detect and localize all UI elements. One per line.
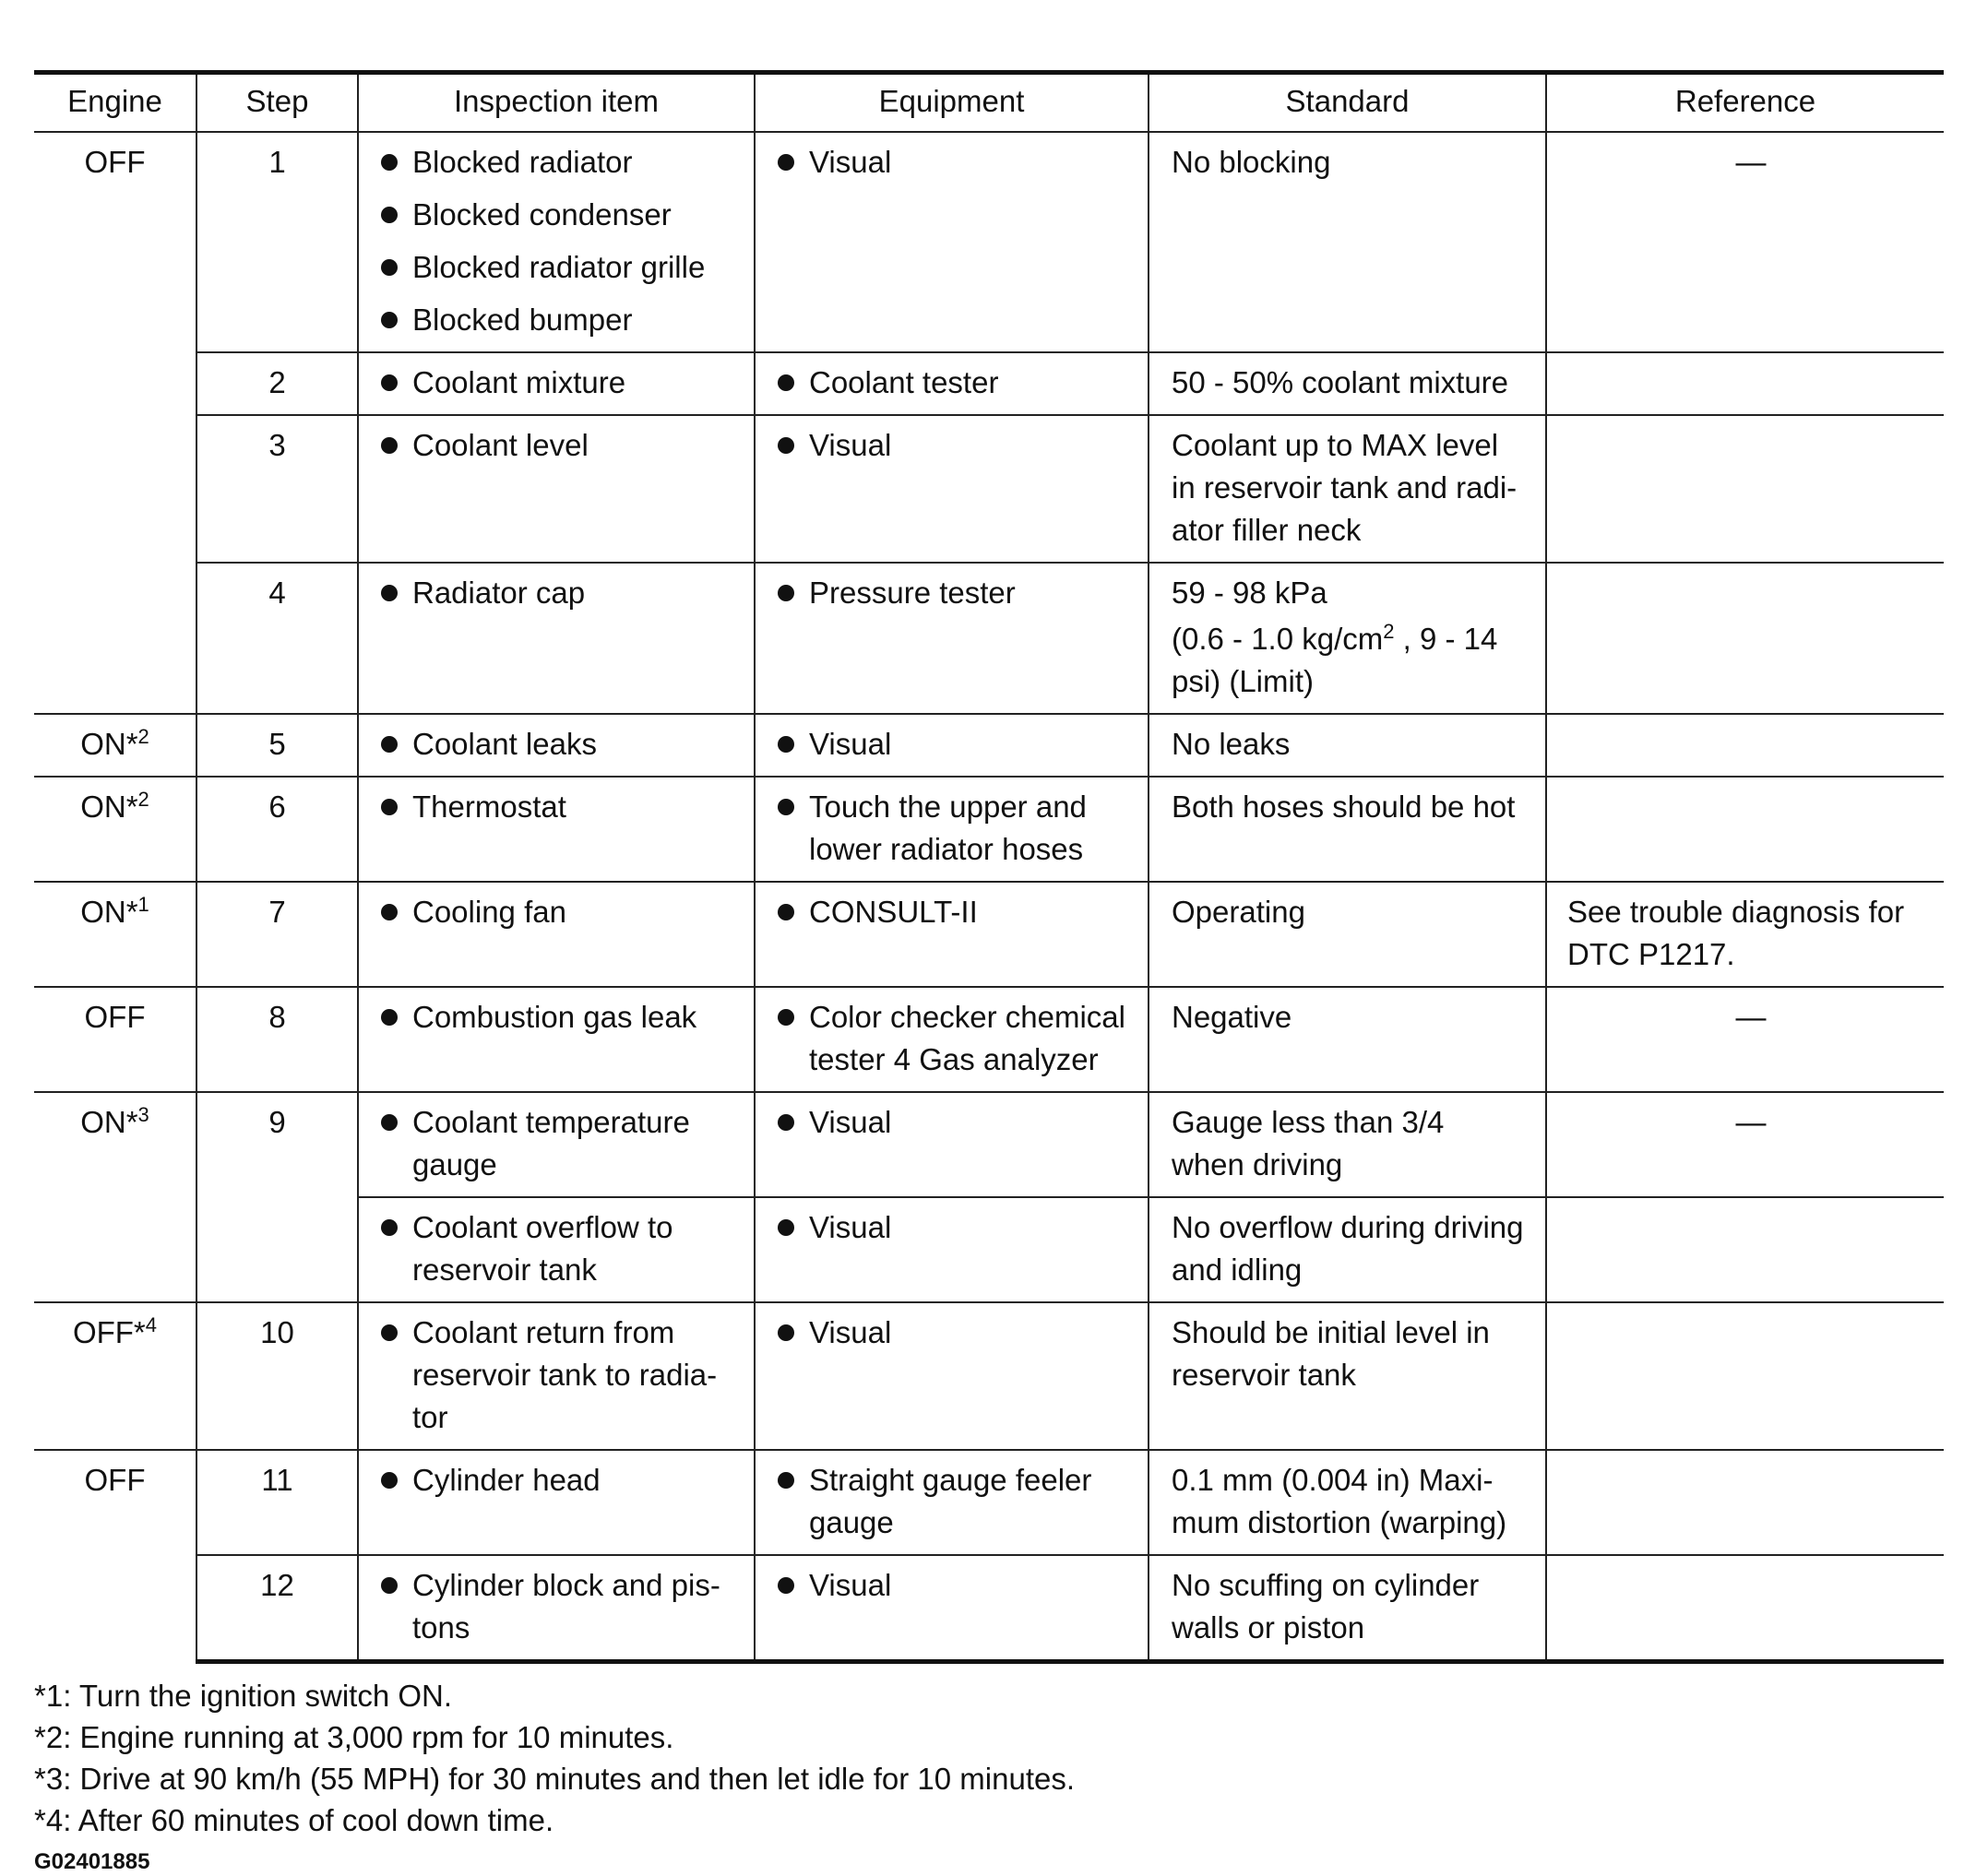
list-item: Coolant leaks [381, 724, 743, 765]
engine-cell: OFF*$^4$ [34, 1302, 196, 1450]
bullet-icon [778, 1219, 794, 1236]
bullet-icon [381, 1472, 398, 1489]
table-row [34, 352, 1944, 415]
standard-cell: 59 - 98 kPa (0.6 - 1.0 $kg/cm^2$ , 9 - 14 psi) (Limit) [1149, 563, 1546, 714]
inspection-item-cell [358, 1450, 755, 1555]
list-item: Coolant mixture [381, 362, 743, 403]
list-item: Straight gauge feeler gauge [778, 1460, 1137, 1543]
table-row [34, 1555, 1944, 1662]
inspection-item-cell [358, 132, 755, 352]
list-item: CONSULT-II [778, 892, 1137, 932]
bullet-icon [778, 1472, 794, 1489]
engine-cell: OFF [34, 132, 196, 714]
header-engine: Engine [34, 73, 196, 133]
equipment-cell [755, 1450, 1149, 1555]
list-item: Visual [778, 724, 1137, 765]
table-row [34, 714, 1944, 777]
list-item: Touch the upper and lower radiator hoses [778, 787, 1137, 870]
footnote-2: *2: Engine running at 3,000 rpm for 10 minutes. [34, 1720, 674, 1754]
table-row [34, 415, 1944, 563]
inspection-item-cell [358, 352, 755, 415]
step-cell: 1 [196, 132, 358, 352]
step-cell: 2 [196, 352, 358, 415]
step-cell: 5 [196, 714, 358, 777]
list-item: Combustion gas leak [381, 997, 743, 1038]
step-cell: 10 [196, 1302, 358, 1450]
reference-cell [1546, 415, 1944, 563]
bullet-icon [778, 154, 794, 171]
standard-cell: Should be initial level in reservoir tank [1149, 1302, 1546, 1450]
inspection-item-cell [358, 714, 755, 777]
bullet-icon [778, 1009, 794, 1026]
footnote-3: *3: Drive at 90 km/h (55 MPH) for 30 minutes and then let idle for 10 minutes. [34, 1762, 1076, 1796]
reference-cell: — [1546, 1092, 1944, 1197]
reference-cell [1546, 1197, 1944, 1302]
inspection-item-cell [358, 777, 755, 882]
engine-cell: ON*$^2$ [34, 777, 196, 882]
bullet-icon [381, 437, 398, 454]
list-item: Cylinder head [381, 1460, 743, 1501]
bullet-icon [778, 437, 794, 454]
bullet-icon [381, 736, 398, 753]
inspection-item-cell [358, 882, 755, 987]
step-cell: 12 [196, 1555, 358, 1662]
bullet-icon [381, 207, 398, 223]
equipment-cell [755, 1197, 1149, 1302]
standard-cell: Coolant up to MAX level in reservoir tank and radi- ator filler neck [1149, 415, 1546, 563]
equipment-cell [755, 1302, 1149, 1450]
reference-cell [1546, 1302, 1944, 1450]
footnote-1: *1: Turn the ignition switch ON. [34, 1679, 453, 1713]
equipment-cell [755, 777, 1149, 882]
list-item: Radiator cap [381, 573, 743, 613]
reference-cell: — [1546, 987, 1944, 1092]
equipment-cell [755, 882, 1149, 987]
list-item: Coolant overflow to reservoir tank [381, 1207, 743, 1290]
list-item: Blocked condenser [381, 195, 743, 235]
table-row [34, 132, 1944, 352]
reference-cell [1546, 563, 1944, 714]
table-row [34, 777, 1944, 882]
list-item: Visual [778, 1207, 1137, 1248]
step-cell: 9 [196, 1092, 358, 1302]
engine-cell: OFF [34, 987, 196, 1092]
equipment-cell [755, 415, 1149, 563]
bullet-icon [778, 799, 794, 815]
reference-cell [1546, 1555, 1944, 1662]
bullet-icon [381, 799, 398, 815]
inspection-item-cell [358, 415, 755, 563]
list-item: Visual [778, 142, 1137, 183]
step-cell: 7 [196, 882, 358, 987]
bullet-icon [381, 585, 398, 601]
bullet-icon [778, 1324, 794, 1341]
bullet-icon [381, 1219, 398, 1236]
bullet-icon [381, 1324, 398, 1341]
list-item: Coolant level [381, 425, 743, 466]
bullet-icon [381, 374, 398, 391]
table-row [34, 1092, 1944, 1197]
bullet-icon [778, 1114, 794, 1131]
list-item: Cooling fan [381, 892, 743, 932]
equipment-cell [755, 563, 1149, 714]
step-cell: 4 [196, 563, 358, 714]
list-item: Visual [778, 425, 1137, 466]
list-item: Coolant temperature gauge [381, 1102, 743, 1185]
standard-cell: No blocking [1149, 132, 1546, 352]
list-item: Coolant return from reservoir tank to radia- tor [381, 1312, 743, 1438]
standard-cell: No overflow during driving and idling [1149, 1197, 1546, 1302]
standard-cell: No scuffing on cylinder walls or piston [1149, 1555, 1546, 1662]
inspection-item-cell [358, 1197, 755, 1302]
step-cell: 6 [196, 777, 358, 882]
figure-code: G02401885 [34, 1849, 150, 1874]
reference-cell: See trouble diagnosis for DTC P1217. [1546, 882, 1944, 987]
bullet-icon [381, 312, 398, 328]
bullet-icon [381, 904, 398, 920]
list-item: Color checker chemical tester 4 Gas analyzer [778, 997, 1137, 1080]
standard-cell: 50 - 50% coolant mixture [1149, 352, 1546, 415]
list-item: Thermostat [381, 787, 743, 827]
inspection-item-cell [358, 1092, 755, 1197]
inspection-item-cell [358, 563, 755, 714]
engine-cell: OFF [34, 1450, 196, 1662]
inspection-item-cell [358, 1302, 755, 1450]
reference-cell [1546, 777, 1944, 882]
list-item: Visual [778, 1102, 1137, 1143]
equipment-cell [755, 1555, 1149, 1662]
bullet-icon [778, 1577, 794, 1594]
list-item: Blocked radiator [381, 142, 743, 183]
reference-cell [1546, 714, 1944, 777]
header-standard: Standard [1149, 73, 1546, 133]
list-item: Blocked radiator grille [381, 247, 743, 288]
engine-cell: ON*$^3$ [34, 1092, 196, 1302]
standard-cell: No leaks [1149, 714, 1546, 777]
table-row [34, 987, 1944, 1092]
equipment-cell [755, 987, 1149, 1092]
standard-cell: 0.1 mm (0.004 in) Maxi- mum distortion (warping) [1149, 1450, 1546, 1555]
table-header-row [34, 73, 1944, 133]
list-item: Cylinder block and pis- tons [381, 1565, 743, 1648]
equipment-cell [755, 352, 1149, 415]
equipment-cell [755, 1092, 1149, 1197]
inspection-document [34, 70, 1944, 1876]
inspection-item-cell [358, 987, 755, 1092]
table-row [34, 563, 1944, 714]
header-equipment: Equipment [755, 73, 1149, 133]
reference-cell [1546, 1450, 1944, 1555]
list-item: Pressure tester [778, 573, 1137, 613]
step-cell: 8 [196, 987, 358, 1092]
table-row [34, 1450, 1944, 1555]
header-inspection-item: Inspection item [358, 73, 755, 133]
bullet-icon [778, 904, 794, 920]
equipment-cell [755, 132, 1149, 352]
bullet-icon [778, 585, 794, 601]
step-cell: 3 [196, 415, 358, 563]
inspection-item-cell [358, 1555, 755, 1662]
standard-cell: Negative [1149, 987, 1546, 1092]
engine-cell: ON*$^2$ [34, 714, 196, 777]
reference-cell: — [1546, 132, 1944, 352]
footnote-4: *4: After 60 minutes of cool down time. [34, 1803, 554, 1837]
reference-cell [1546, 352, 1944, 415]
standard-cell: Gauge less than 3/4 when driving [1149, 1092, 1546, 1197]
step-cell: 11 [196, 1450, 358, 1555]
footnotes [34, 1675, 1944, 1841]
list-item: Coolant tester [778, 362, 1137, 403]
bullet-icon [381, 1577, 398, 1594]
equipment-cell [755, 714, 1149, 777]
standard-cell: Operating [1149, 882, 1546, 987]
bullet-icon [778, 374, 794, 391]
header-reference: Reference [1546, 73, 1944, 133]
bullet-icon [381, 154, 398, 171]
list-item: Visual [778, 1312, 1137, 1353]
bullet-icon [381, 1114, 398, 1131]
standard-cell: Both hoses should be hot [1149, 777, 1546, 882]
bullet-icon [381, 1009, 398, 1026]
list-item: Blocked bumper [381, 300, 743, 340]
cooling-system-inspection-table [34, 70, 1944, 1664]
bullet-icon [381, 259, 398, 276]
engine-cell: ON*$^1$ [34, 882, 196, 987]
table-row [34, 1302, 1944, 1450]
header-step: Step [196, 73, 358, 133]
bullet-icon [778, 736, 794, 753]
table-row [34, 882, 1944, 987]
list-item: Visual [778, 1565, 1137, 1606]
